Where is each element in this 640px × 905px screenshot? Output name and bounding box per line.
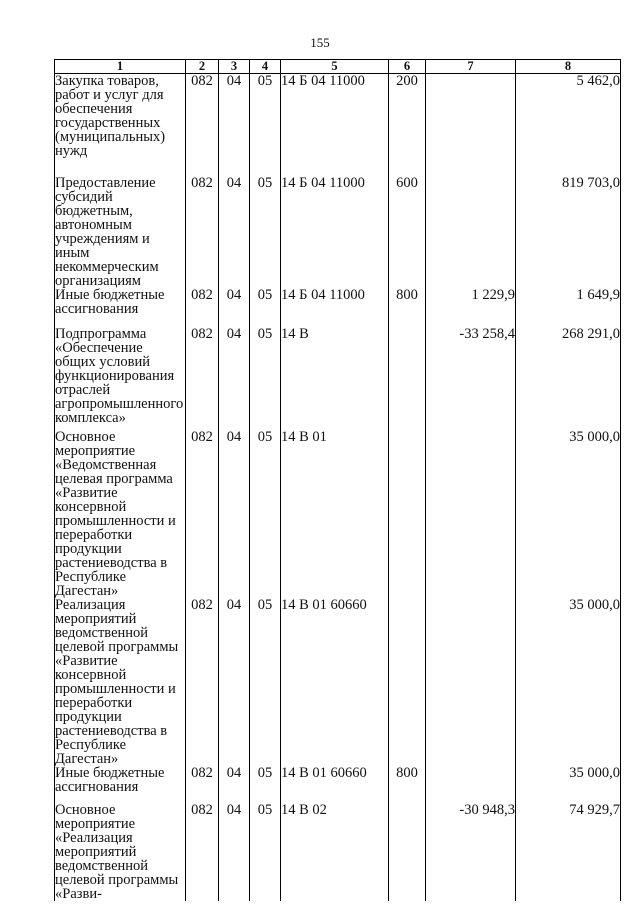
cell-amount: 5 462,0 [516,74,621,176]
page-number: 155 [310,35,330,50]
header-row [55,60,621,74]
cell-subsection: 05 [250,766,281,803]
table-row [55,327,621,430]
cell-change [426,176,516,288]
cell-target-article: 14 Б 04 11000 [281,74,389,176]
cell-target-article: 14 В 01 [281,430,389,598]
cell-section: 04 [219,288,250,327]
cell-admin: 082 [186,288,219,327]
cell-target-article: 14 В 01 60660 [281,598,389,766]
cell-amount: 35 000,0 [516,430,621,598]
cell-admin: 082 [186,803,219,901]
cell-change [426,74,516,176]
cell-section: 04 [219,74,250,176]
cell-change: -30 948,3 [426,803,516,901]
cell-expense-type [389,327,426,430]
cell-change [426,598,516,766]
cell-change [426,766,516,803]
cell-admin: 082 [186,327,219,430]
cell-name: Основное мероприятие «Ведомственная целевая программа «Развитие консервной промышленности и переработки продукции растениеводства в Республике Дагестан» [55,430,186,598]
cell-admin: 082 [186,430,219,598]
cell-name: Иные бюджетные ассигнования [55,766,186,803]
cell-amount: 74 929,7 [516,803,621,901]
cell-admin: 082 [186,766,219,803]
table-row [55,598,621,766]
col-header: 6 [389,60,426,74]
cell-name: Реализация мероприятий ведомственной целевой программы «Развитие консервной промышленности и переработки продукции растениеводства в Республике Дагестан» [55,598,186,766]
cell-section: 04 [219,327,250,430]
cell-target-article: 14 Б 04 11000 [281,288,389,327]
table-row [55,74,621,176]
cell-name: Иные бюджетные ассигнования [55,288,186,327]
col-header: 4 [250,60,281,74]
cell-section: 04 [219,176,250,288]
cell-expense-type [389,598,426,766]
col-header: 3 [219,60,250,74]
col-header: 2 [186,60,219,74]
cell-expense-type [389,803,426,901]
cell-target-article: 14 В 02 [281,803,389,901]
cell-name: Основное мероприятие «Реализация мероприятий ведомственной целевой программы «Разви- [55,803,186,901]
cell-expense-type: 800 [389,766,426,803]
table-row [55,176,621,288]
col-header: 7 [426,60,516,74]
table-row [55,288,621,327]
cell-name: Предоставление субсидий бюджетным, автономным учреждениям и иным некоммерческим организациям [55,176,186,288]
cell-subsection: 05 [250,176,281,288]
cell-subsection: 05 [250,327,281,430]
cell-change: 1 229,9 [426,288,516,327]
cell-expense-type: 600 [389,176,426,288]
cell-section: 04 [219,598,250,766]
col-header: 1 [55,60,186,74]
cell-name: Подпрограмма «Обеспечение общих условий функционирования отраслей агропромышленного комплекса» [55,327,186,430]
cell-amount: 1 649,9 [516,288,621,327]
col-header: 8 [516,60,621,74]
cell-subsection: 05 [250,430,281,598]
cell-amount: 35 000,0 [516,766,621,803]
cell-amount: 268 291,0 [516,327,621,430]
cell-section: 04 [219,766,250,803]
table-row [55,766,621,803]
cell-section: 04 [219,803,250,901]
cell-expense-type: 800 [389,288,426,327]
cell-amount: 35 000,0 [516,598,621,766]
cell-subsection: 05 [250,288,281,327]
cell-expense-type [389,430,426,598]
cell-change [426,430,516,598]
cell-section: 04 [219,430,250,598]
cell-target-article: 14 В [281,327,389,430]
table-row [55,430,621,598]
cell-subsection: 05 [250,74,281,176]
cell-target-article: 14 В 01 60660 [281,766,389,803]
cell-admin: 082 [186,598,219,766]
table-row [55,803,621,901]
col-header: 5 [281,60,389,74]
cell-subsection: 05 [250,598,281,766]
cell-subsection: 05 [250,803,281,901]
cell-target-article: 14 Б 04 11000 [281,176,389,288]
cell-amount: 819 703,0 [516,176,621,288]
cell-expense-type: 200 [389,74,426,176]
cell-admin: 082 [186,74,219,176]
cell-change: -33 258,4 [426,327,516,430]
budget-table [54,59,621,901]
cell-admin: 082 [186,176,219,288]
cell-name: Закупка товаров, работ и услуг для обеспечения государственных (муниципальных) нужд [55,74,186,176]
